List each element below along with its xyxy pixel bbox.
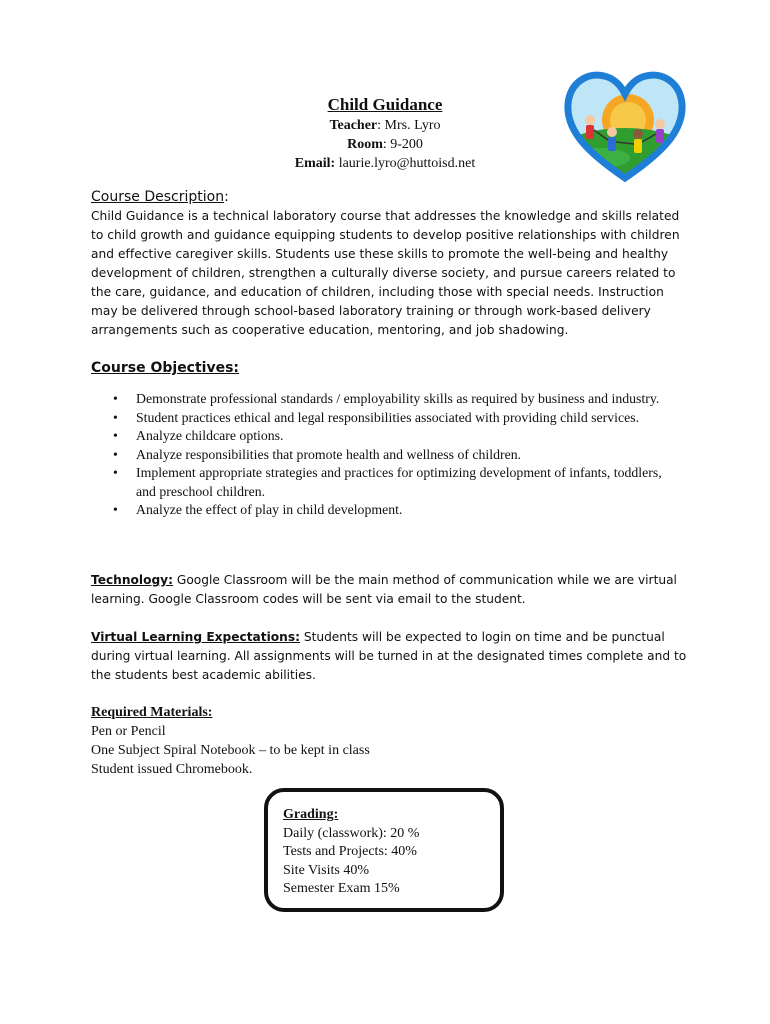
teacher-value: : Mrs. Lyro — [377, 118, 441, 133]
list-item: Student issued Chromebook. — [91, 762, 253, 777]
course-description-colon: : — [224, 189, 229, 205]
list-item: Daily (classwork): 20 % — [283, 825, 420, 841]
email-line — [240, 154, 530, 173]
course-objectives-heading: Course Objectives: — [91, 360, 240, 376]
page-title: Child Guidance — [327, 95, 443, 114]
objective-text: Analyze childcare options. — [136, 428, 284, 443]
list-item: Semester Exam 15% — [283, 881, 400, 896]
virtual-learning-paragraph — [91, 628, 691, 685]
list-item: Site Visits 40% — [283, 862, 370, 878]
grading-box — [264, 788, 504, 912]
list-item — [91, 427, 676, 446]
course-objectives-list — [91, 390, 691, 520]
email-value[interactable]: laurie.lyro@huttoisd.net — [335, 156, 476, 171]
list-item: Pen or Pencil — [91, 724, 166, 739]
heart-children-playing-icon — [560, 66, 690, 184]
teacher-label: Teacher — [329, 118, 378, 133]
list-item — [91, 464, 676, 501]
room-label: Room — [347, 137, 383, 152]
objective-text: Demonstrate professional standards / employability skills as required by business and industry. — [136, 391, 660, 406]
list-item — [91, 446, 676, 465]
bullet-icon: • — [113, 465, 118, 480]
course-description-heading: Course Description — [91, 189, 225, 205]
grading-content — [283, 806, 419, 899]
objective-text: Student practices ethical and legal responsibilities associated with providing child services. — [136, 409, 640, 425]
list-item — [91, 501, 676, 520]
room-value: : 9-200 — [382, 137, 423, 152]
email-label: Email: — [294, 156, 336, 171]
list-item — [91, 409, 676, 428]
course-objectives-section — [91, 359, 691, 520]
bullet-icon: • — [113, 502, 118, 517]
bullet-icon: • — [113, 391, 118, 406]
page-header — [240, 94, 530, 173]
technology-label: Technology: — [91, 573, 174, 587]
course-description-section — [91, 188, 691, 340]
required-materials-heading: Required Materials: — [91, 705, 213, 720]
room-line — [240, 135, 530, 154]
list-item: Tests and Projects: 40% — [283, 844, 417, 859]
bullet-icon: • — [113, 446, 118, 462]
technology-paragraph — [91, 571, 691, 609]
bullet-icon: • — [113, 428, 118, 443]
grading-heading: Grading: — [283, 807, 339, 822]
course-description-body: Child Guidance is a technical laboratory course that addresses the knowledge and skills related to child growth and guidance equipping students to develop positive relationships with children and effective caregiver skills. Students use these skills to promote the well-being and healthy development of children, strengthen a culturally diverse society, and pursue careers related to the care, guidance, and education of children, including those with special needs. Instruction may be delivered through school-based laboratory training or through work-based delivery arrangements such as cooperative education, mentoring, and job shadowing. — [91, 209, 680, 337]
objective-text: Analyze the effect of play in child development. — [136, 502, 403, 517]
virtual-learning-label: Virtual Learning Expectations: — [91, 630, 300, 644]
objective-text: Implement appropriate strategies and practices for optimizing development of infants, toddlers, and preschool children. — [136, 465, 662, 499]
required-materials-section — [91, 703, 491, 779]
list-item — [91, 390, 676, 409]
teacher-line — [240, 116, 530, 135]
technology-text: Google Classroom will be the main method of communication while we are virtual learning. Google Classroom codes will be sent via email to the student. — [91, 573, 677, 606]
course-description-heading-line — [91, 188, 691, 207]
objective-text: Analyze responsibilities that promote health and wellness of children. — [136, 446, 522, 462]
virtual-learning-text: Students will be expected to login on time and be punctual during virtual learning. All assignments will be turned in at the designated times complete and to the students best academic abilities. — [91, 630, 687, 682]
list-item: One Subject Spiral Notebook – to be kept in class — [91, 743, 370, 758]
bullet-icon: • — [113, 409, 118, 425]
